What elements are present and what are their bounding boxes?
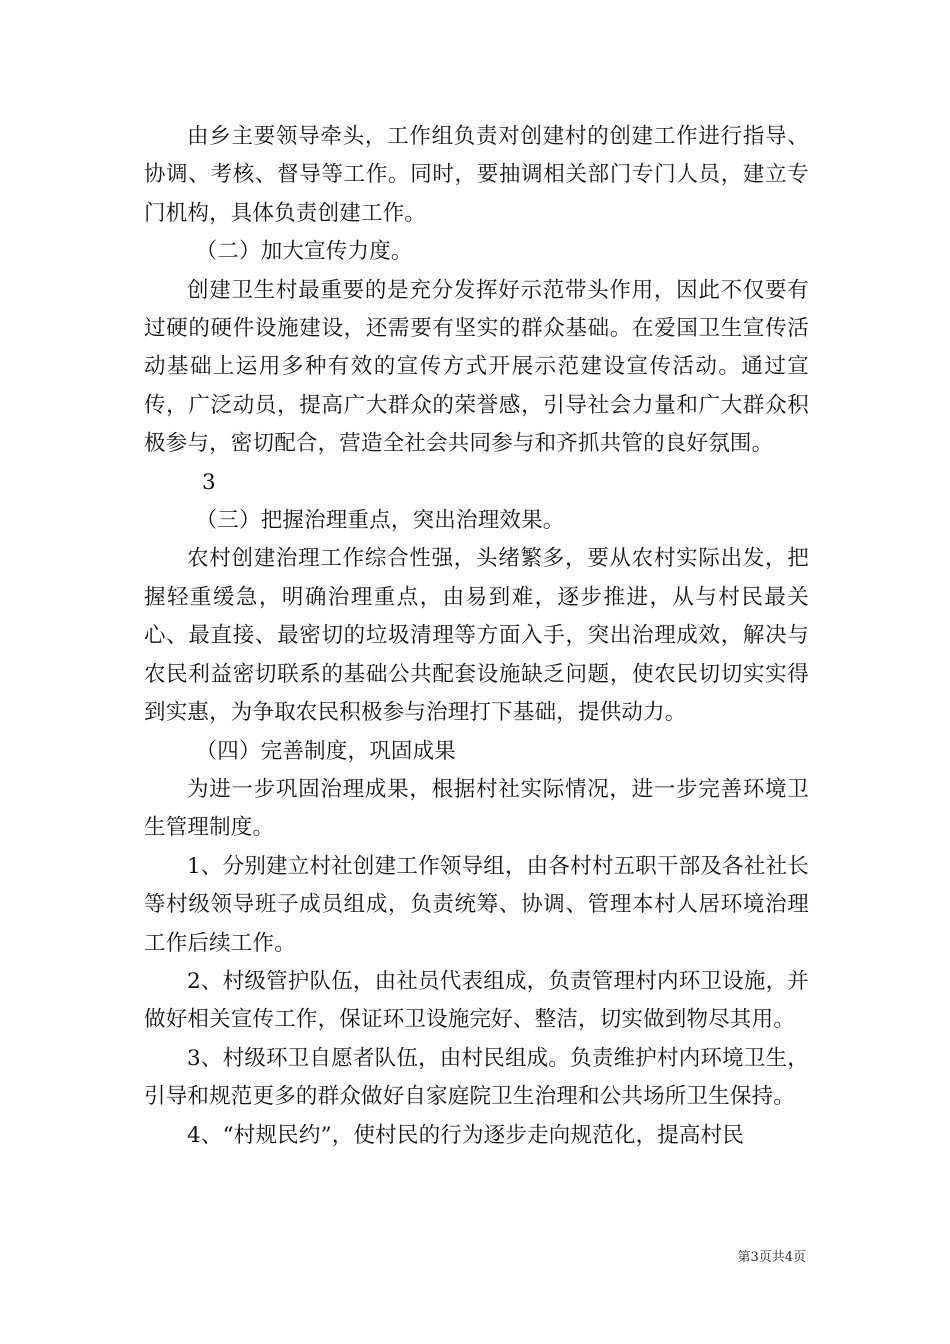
paragraph-leadership: 由乡主要领导牵头，工作组负责对创建村的创建工作进行指导、协调、考核、督导等工作。同时，要抽调相关部门专门人员，建立专门机构，具体负责创建工作。 <box>144 124 809 226</box>
section-heading-publicity: （二）加大宣传力度。 <box>195 239 413 265</box>
page-footer: 第3页共4页 <box>737 1250 806 1265</box>
section-heading-system-improvement: （四）完善制度，巩固成果 <box>195 738 456 764</box>
list-item-volunteer-team: 3、村级环卫自愿者队伍，由村民组成。负责维护村内环境卫生，引导和规范更多的群众做好自家庭院卫生治理和公共场所卫生保持。 <box>144 1045 809 1110</box>
paragraph-system-intro: 为进一步巩固治理成果，根据村社实际情况，进一步完善环境卫生管理制度。 <box>144 776 809 841</box>
inline-page-number: 3 <box>202 469 216 495</box>
document-body <box>144 118 809 1155</box>
section-heading-governance-focus: （三）把握治理重点，突出治理效果。 <box>195 508 565 534</box>
list-item-leadership-group: 1、分别建立村社创建工作领导组，由各村村五职干部及各社社长等村级领导班子成员组成，负责统筹、协调、管理本村人居环境治理工作后续工作。 <box>144 853 809 956</box>
paragraph-governance-focus: 农村创建治理工作综合性强，头绪繁多，要从农村实际出发，把握轻重缓急，明确治理重点，由易到难，逐步推进，从与村民最关心、最直接、最密切的垃圾清理等方面入手，突出治理成效，解决与农民利益密切联系的基础公共配套设施缺乏问题，使农民切切实实得到实惠，为争取农民积极参与治理打下基础，提供动力。 <box>144 546 809 726</box>
list-item-maintenance-team: 2、村级管护队伍，由社员代表组成，负责管理村内环卫设施，并做好相关宣传工作，保证环卫设施完好、整洁，切实做到物尽其用。 <box>144 968 809 1033</box>
paragraph-publicity: 创建卫生村最重要的是充分发挥好示范带头作用，因此不仅要有过硬的硬件设施建设，还需要有坚实的群众基础。在爱国卫生宣传活动基础上运用多种有效的宣传方式开展示范建设宣传活动。通过宣传，广泛动员，提高广大群众的荣誉感，引导社会力量和广大群众积极参与，密切配合，营造全社会共同参与和齐抓共管的良好氛围。 <box>144 277 809 457</box>
list-item-village-rules: 4、“村规民约”，使村民的行为逐步走向规范化，提高村民 <box>187 1122 745 1148</box>
